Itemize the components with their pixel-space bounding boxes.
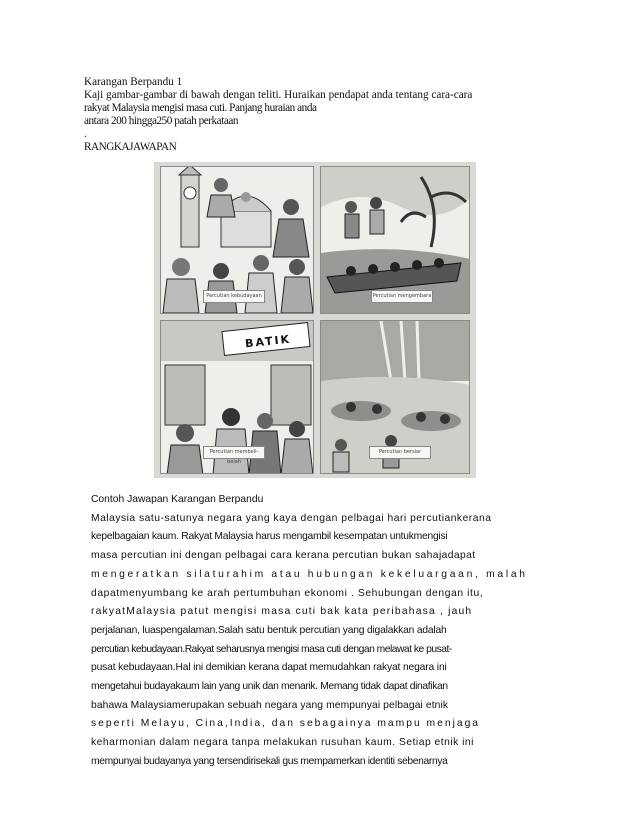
essay-title: Contoh Jawapan Karangan Berpandu bbox=[91, 494, 264, 505]
essay-line: dapatmenyumbang ke arah pertumbuhan ekonomi . Sehubungan dengan itu, bbox=[91, 587, 484, 599]
question-title: Karangan Berpandu 1 bbox=[84, 76, 183, 88]
question-header bbox=[84, 76, 554, 154]
essay-line: mengeratkan silaturahim atau hubungan kekeluargaan, malah bbox=[91, 568, 528, 580]
essay-line: rakyatMalaysia patut mengisi masa cuti bak kata peribahasa , jauh bbox=[91, 606, 473, 618]
panel-caption: Percutian mengembara bbox=[371, 290, 433, 303]
essay-line: masa percutian ini dengan pelbagai cara kerana percutian bukan sahajadapat bbox=[91, 550, 476, 562]
essay-line: perjalanan, luaspengalaman.Salah satu bentuk percutian yang digalakkan adalah bbox=[91, 624, 447, 636]
question-line: antara 200 hingga250 patah perkataan bbox=[84, 115, 239, 127]
sample-essay bbox=[91, 491, 561, 772]
section-heading: RANGKAJAWAPAN bbox=[84, 141, 177, 153]
essay-line: Malaysia satu-satunya negara yang kaya dengan pelbagai hari percutiankerana bbox=[91, 512, 492, 524]
essay-line: keharmonian dalam negara tanpa melakukan rusuhan kaum. Setiap etnik ini bbox=[91, 737, 474, 749]
question-line: Kaji gambar-gambar di bawah dengan teliti. Huraikan pendapat anda tentang cara-cara bbox=[84, 89, 473, 101]
panel-leisure bbox=[320, 320, 470, 474]
panel-cultural bbox=[160, 166, 314, 314]
panel-caption: Percutian membeli-belah bbox=[203, 446, 265, 459]
essay-line: kepelbagaian kaum. Rakyat Malaysia harus mengambil kesempatan untukmengisi bbox=[91, 531, 448, 543]
essay-line: pusat kebudayaan.Hal ini demikian kerana dapat memudahkan rakyat negara ini bbox=[91, 662, 447, 674]
panel-caption: Percutian kebudayaan bbox=[203, 290, 265, 303]
essay-line: bahawa Malaysiamerupakan sebuah negara yang mempunyai pelbagai etnik bbox=[91, 699, 449, 711]
essay-line: mengetahui budayakaum lain yang unik dan menarik. Memang tidak dapat dinafikan bbox=[91, 681, 448, 693]
question-dot: . bbox=[84, 128, 87, 140]
illustration-collage bbox=[154, 162, 476, 478]
panel-shopping bbox=[160, 320, 314, 474]
panel-caption: Percutian bersiar bbox=[369, 446, 431, 459]
shop-sign-text: BATIK bbox=[244, 332, 292, 351]
essay-line: mempunyai budayanya yang tersendirisekali gus mempamerkan identiti sebenarnya bbox=[91, 755, 448, 767]
essay-line: seperti Melayu, Cina,India, dan sebagainya mampu menjaga bbox=[91, 718, 481, 730]
question-line: rakyat Malaysia mengisi masa cuti. Panjang huraian anda bbox=[84, 102, 317, 114]
essay-line: percutian kebudayaan.Rakyat seharusnya mengisi masa cuti dengan melawat ke pusat- bbox=[91, 643, 452, 655]
panel-adventure bbox=[320, 166, 470, 314]
